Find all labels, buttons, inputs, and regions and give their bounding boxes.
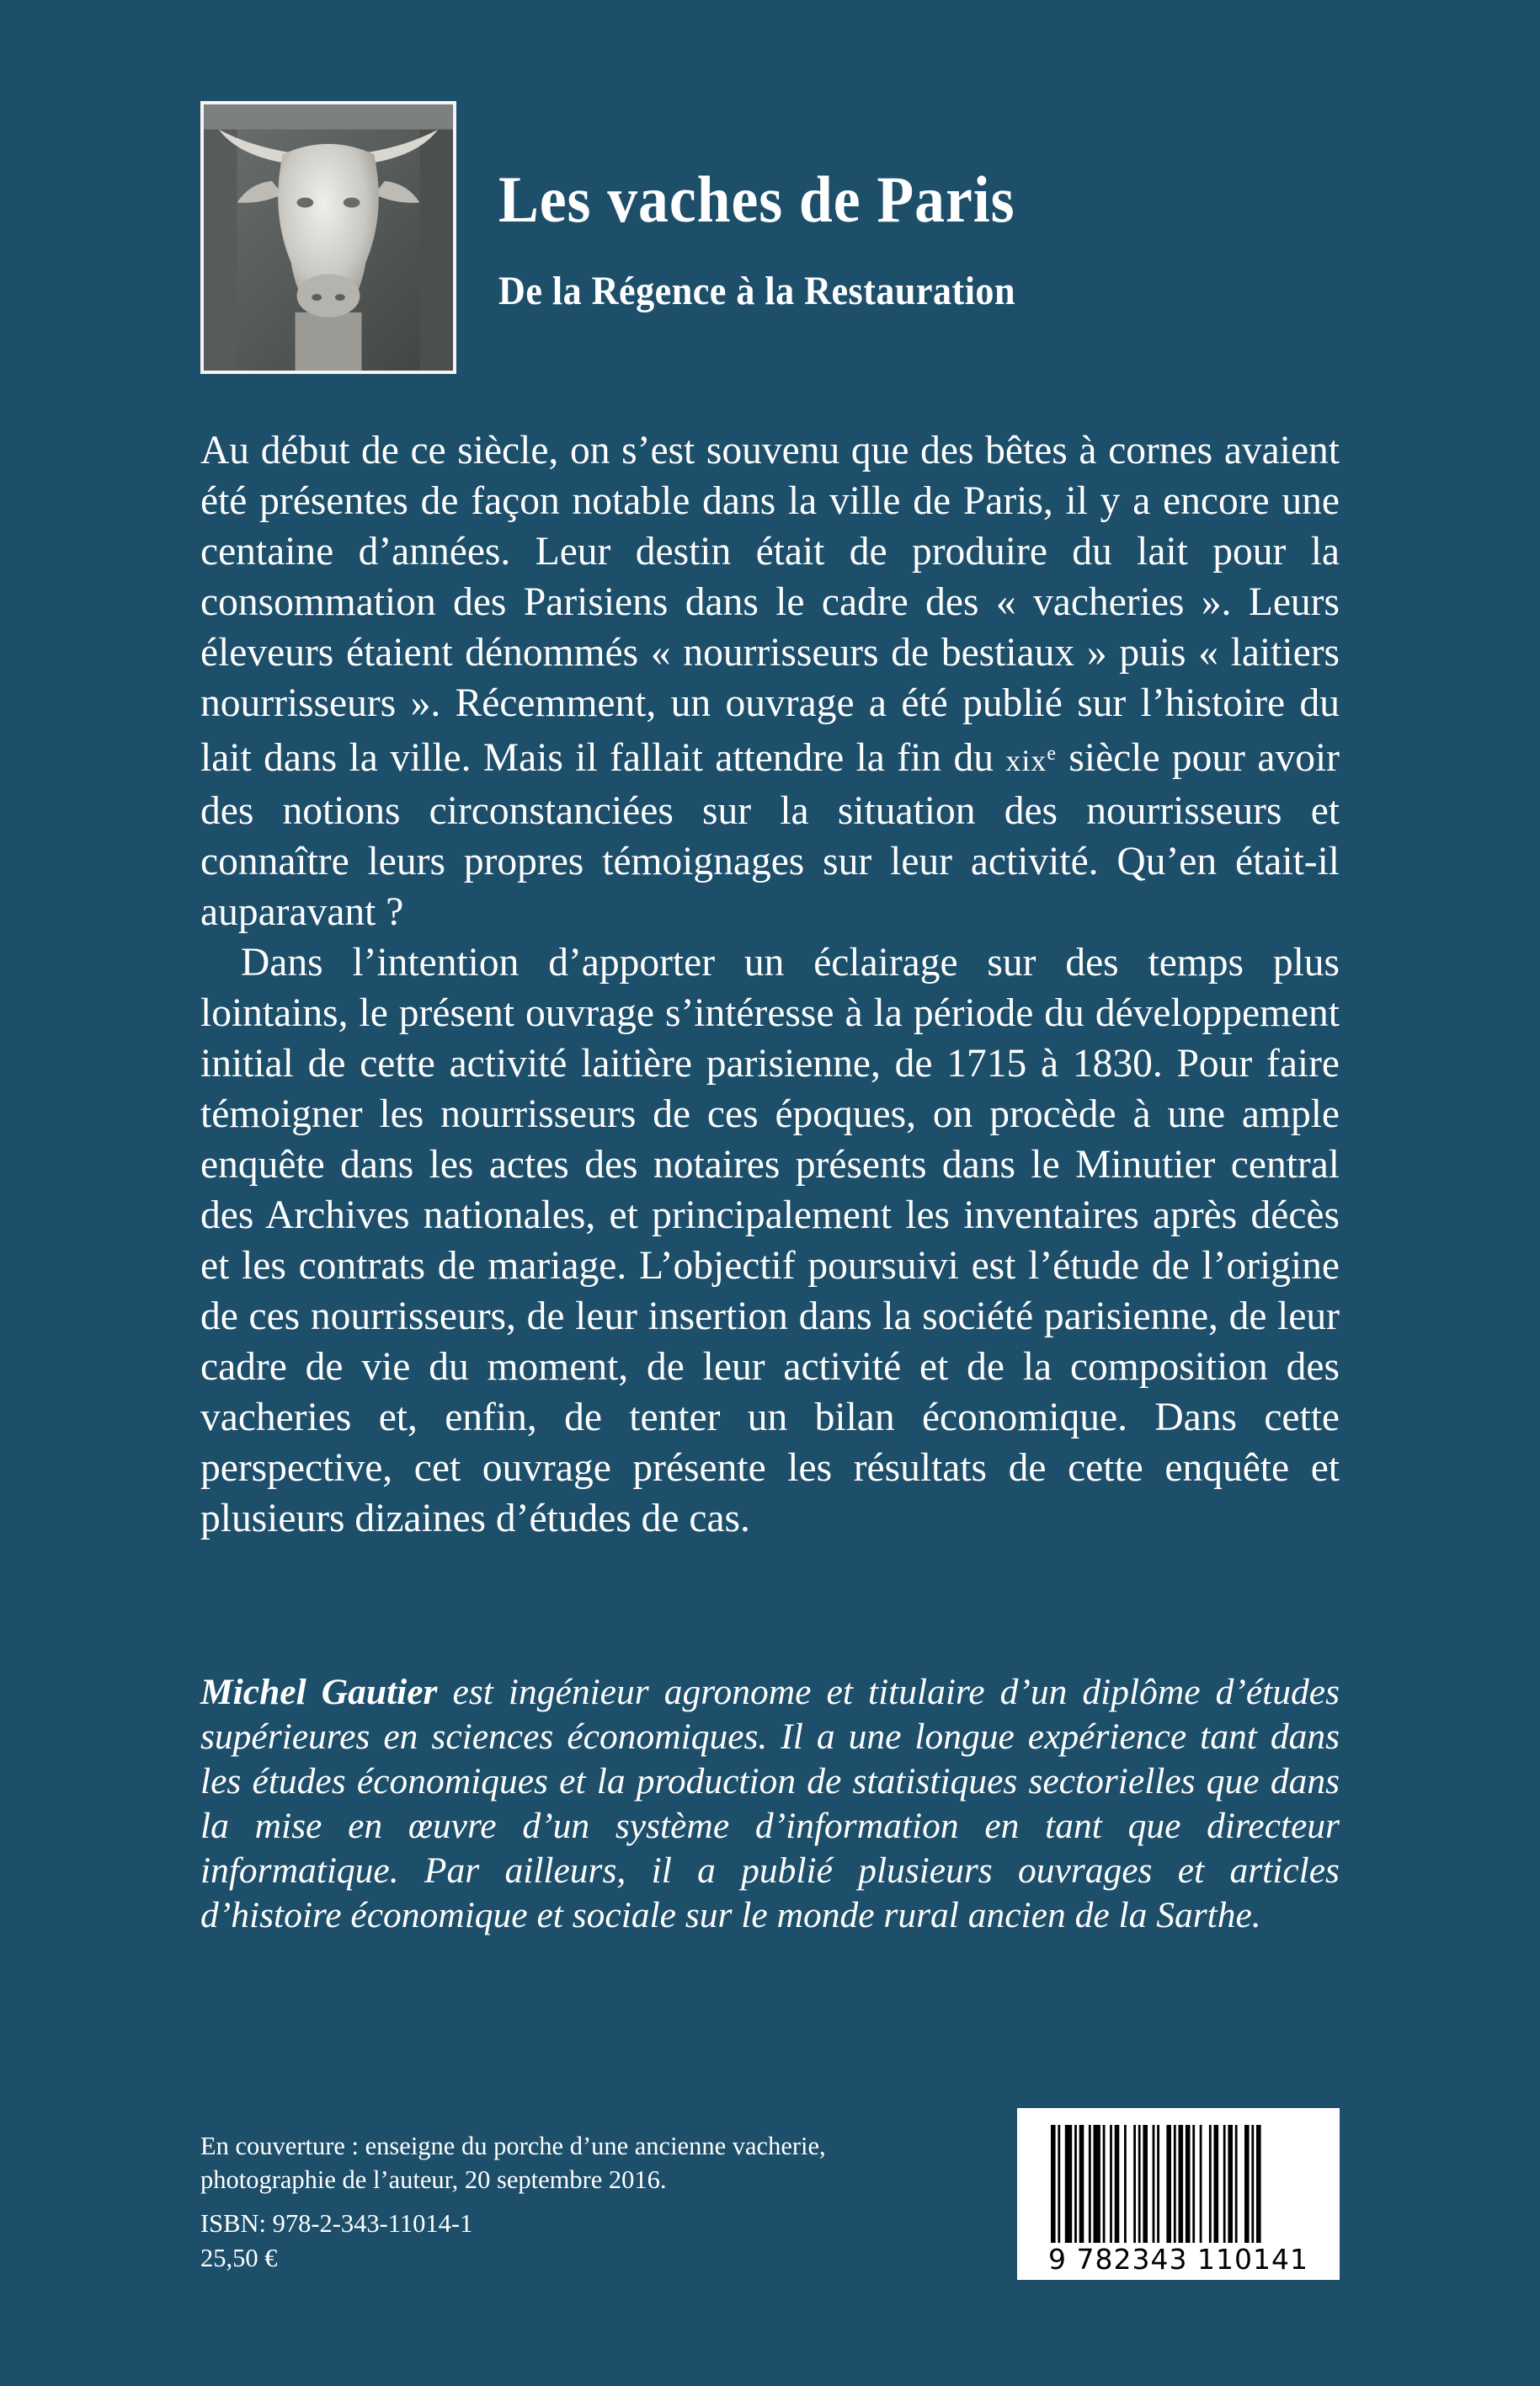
barcode-bar — [1058, 2125, 1060, 2243]
barcode-bar — [1157, 2125, 1159, 2243]
barcode-bar — [1110, 2125, 1112, 2243]
barcode-bar — [1051, 2125, 1056, 2243]
barcode-bar — [1153, 2125, 1155, 2243]
barcode-bar — [1186, 2125, 1191, 2243]
barcode-bar — [1124, 2125, 1127, 2243]
barcode-bar — [1192, 2125, 1195, 2243]
barcode-bar — [1115, 2125, 1120, 2243]
barcode-bar — [1209, 2125, 1212, 2243]
barcode-bar — [1133, 2125, 1136, 2243]
barcode-bar — [1235, 2125, 1238, 2243]
barcode-bar — [1223, 2125, 1226, 2243]
barcode-bar — [1074, 2125, 1077, 2243]
barcode-bar — [1094, 2125, 1100, 2243]
barcode-bar — [1143, 2125, 1148, 2243]
century-sup: e — [1047, 743, 1058, 765]
cover-credit: En couverture : enseigne du porche d’une ancienne vacherie, photographie de l’auteur, 20 septembre 2016. — [200, 2132, 826, 2194]
blurb-paragraph-2: Dans l’intention d’apporter un éclairage sur des temps plus lointains, le présent ouvrage s’intéresse à la période du développement initial de cette activité laitière parisienne, de 1715 à 1830. Pour faire témoigner les nourrisseurs de ces époques, on procède à une ample enquête dans les actes des notaires présents dans le Minutier central des Archives nationales, et principalement les inventaires après décès et les contrats de mariage. L’objectif poursuivi est l’étude de l’origine de ces nourrisseurs, de leur insertion dans la société parisienne, de leur cadre de vie du moment, de leur activité et de la composition des vacheries et, enfin, de tenter un bilan économique. Dans cette perspective, cet ouvrage présente les résultats de cette enquête et plusieurs dizaines d’études de cas. — [200, 941, 1340, 1540]
cow-head-icon — [204, 104, 453, 371]
century-roman — [1005, 744, 1057, 777]
author-bio — [200, 1670, 1340, 1938]
barcode-bar — [1214, 2125, 1219, 2243]
blurb — [200, 425, 1340, 1544]
barcode-bar — [1251, 2125, 1254, 2243]
blurb-p1-after: siècle pour avoir des notions circonstanciées sur la situation des nourrisseurs et connaître leurs propres témoignages sur leur activité. Qu’en était-il auparavant ? — [200, 736, 1340, 934]
isbn: ISBN: 978-2-343-11014-1 — [200, 2209, 473, 2238]
barcode-bar — [1174, 2125, 1176, 2243]
book-subtitle: De la Régence à la Restauration — [498, 269, 1015, 313]
century-roman-text: xix — [1005, 744, 1047, 777]
barcode-bar — [1256, 2125, 1261, 2243]
blurb-p1-before: Au début de ce siècle, on s’est souvenu que des bêtes à cornes avaient été présentes de façon notable dans la ville de Paris, il y a encore une centaine d’années. Leur destin était de produire du lait pour la consommation des Parisiens dans le cadre des « vacheries ». Leurs éleveurs étaient dénommés « nourrisseurs de bestiaux » puis « laitiers nourrisseurs ». Récemment, un ouvrage a été publié sur l’histoire du lait dans la ville. Mais il fallait attendre la fin du — [200, 429, 1340, 780]
barcode-bar — [1103, 2125, 1106, 2243]
price: 25,50 € — [200, 2244, 278, 2272]
barcode-bar — [1228, 2125, 1233, 2243]
barcode-bar — [1200, 2125, 1202, 2243]
barcode-bar — [1179, 2125, 1184, 2243]
author-name: Michel Gautier — [200, 1672, 438, 1712]
barcode-bar — [1079, 2125, 1084, 2243]
barcode-bar — [1065, 2125, 1072, 2243]
barcode-bar — [1138, 2125, 1141, 2243]
blurb-paragraph-1 — [200, 425, 1340, 937]
barcode — [1017, 2108, 1340, 2280]
barcode-bar — [1089, 2125, 1091, 2243]
cover-photo — [200, 101, 456, 374]
author-bio-text: est ingénieur agronome et titulaire d’un diplôme d’études supérieures en sciences économiques. Il a une longue expérience tant dans les études économiques et la production de statistiques sectorielles que dans la mise en œuvre d’un système d’information en tant que directeur informatique. Par ailleurs, il a publié plusieurs ouvrages et articles d’histoire économique et sociale sur le monde rural ancien de la Sarthe. — [200, 1672, 1340, 1935]
barcode-bar — [1166, 2125, 1171, 2243]
book-title: Les vaches de Paris — [498, 163, 1015, 236]
barcode-bar — [1244, 2125, 1250, 2243]
barcode-digits: 9 782343 110141 — [1048, 2243, 1308, 2276]
